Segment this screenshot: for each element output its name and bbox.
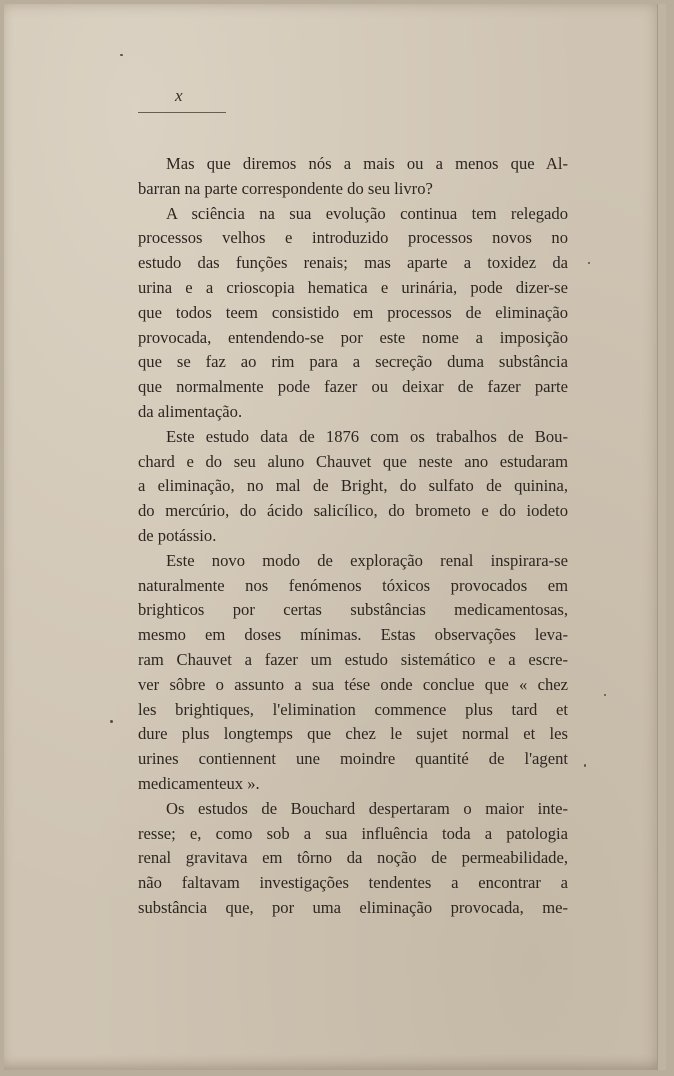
- text-line: chard e do seu aluno Chauvet que neste ano estudaram: [138, 451, 568, 471]
- text-line: resse; e, como sob a sua influência toda a patologia: [138, 823, 568, 843]
- text-line: Os estudos de Bouchard despertaram o maior inte-: [166, 798, 568, 818]
- paper-speck: [588, 262, 590, 264]
- text-line: renal gravitava em tôrno da noção de permeabilidade,: [138, 848, 568, 868]
- text-line: que normalmente pode fazer ou deixar de fazer parte: [138, 377, 568, 397]
- text-line: urina e a crioscopia hematica e urinária, pode dizer-se: [138, 277, 568, 297]
- text-line: provocada, entendendo-se por este nome a imposição: [138, 327, 568, 347]
- paper-speck: [110, 720, 113, 723]
- text-line: brighticos por certas substâncias medicamentosas,: [138, 600, 568, 620]
- text-line: A sciência na sua evolução continua tem relegado: [166, 203, 568, 223]
- paper-speck: [120, 54, 123, 56]
- paper-speck: [604, 694, 606, 696]
- book-page: [4, 4, 666, 1070]
- text-line: substância que, por uma eliminação provocada, me-: [138, 897, 568, 917]
- text-line: estudo das funções renais; mas aparte a toxidez da: [138, 253, 568, 273]
- paper-speck: [584, 764, 586, 767]
- text-line: a eliminação, no mal de Bright, do sulfato de quinina,: [138, 476, 568, 496]
- text-line: da alimentação.: [138, 401, 243, 421]
- page-number: x: [175, 86, 183, 105]
- text-line: que se faz ao rim para a secreção duma substância: [138, 352, 568, 372]
- text-line: mesmo em doses mínimas. Estas observações leva-: [138, 625, 568, 645]
- text-line: Este estudo data de 1876 com os trabalhos de Bou-: [166, 426, 568, 446]
- text-line: Este novo modo de exploração renal inspirara-se: [166, 550, 568, 570]
- text-line: ram Chauvet a fazer um estudo sistemático e a escre-: [138, 649, 568, 669]
- text-line: do mercúrio, do ácido salicílico, do brometo e do iodeto: [138, 501, 568, 521]
- body-text: [138, 152, 568, 921]
- text-line: que todos teem consistido em processos de eliminação: [138, 302, 568, 322]
- text-line: barran na parte correspondente do seu livro?: [138, 178, 433, 198]
- header-rule: [138, 112, 226, 113]
- text-line: naturalmente nos fenómenos tóxicos provocados em: [138, 575, 568, 595]
- text-line: les brightiques, l'elimination commence plus tard et: [138, 699, 568, 719]
- text-line: processos velhos e introduzido processos novos no: [138, 228, 568, 248]
- text-line: ver sôbre o assunto a sua tése onde conclue que « chez: [138, 674, 568, 694]
- text-line: Mas que diremos nós a mais ou a menos que Al-: [166, 154, 568, 173]
- text-line: dure plus longtemps que chez le sujet normal et les: [138, 724, 568, 744]
- text-line: não faltavam investigações tendentes a encontrar a: [138, 873, 568, 893]
- text-line: medicamenteux ».: [138, 773, 260, 793]
- text-line: de potássio.: [138, 525, 217, 545]
- text-line: urines contiennent une moindre quantité de l'agent: [138, 749, 568, 769]
- page-edge: [657, 4, 666, 1070]
